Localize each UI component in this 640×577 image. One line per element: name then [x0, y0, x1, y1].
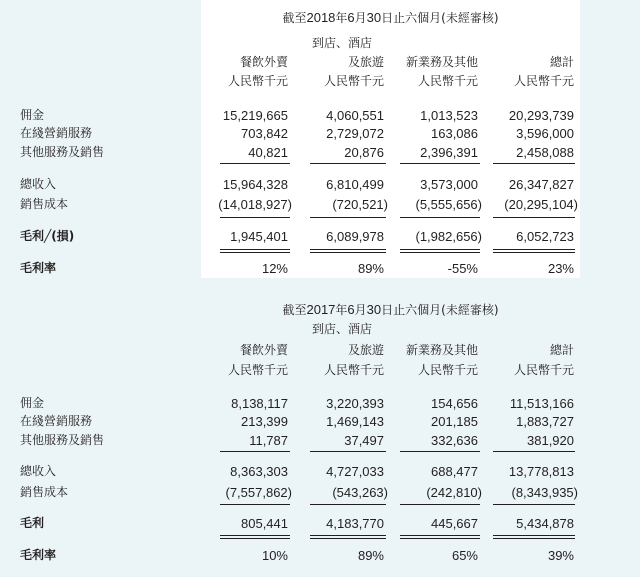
table-cell: (14,018,927) [218, 197, 292, 212]
col-header-instore: 及旅遊 [347, 343, 384, 357]
period-year-suffix: 年 [335, 11, 348, 25]
table-cell: 1,469,143 [326, 414, 384, 429]
table-2018 [0, 0, 640, 285]
period-month-suffix: 月 [354, 303, 367, 317]
total-double-rule [400, 249, 480, 253]
table-cell: 40,821 [248, 145, 288, 160]
period-month: 6 [347, 10, 355, 25]
row-label: 總收入 [20, 177, 57, 191]
period-title-suffix: 日止六個月(未經審核) [381, 303, 499, 317]
table-cell: (5,555,656) [415, 197, 482, 212]
col-header-food: 餐飲外賣 [239, 55, 288, 69]
row-label: 佣金 [20, 396, 45, 410]
row-label: 總收入 [20, 464, 57, 478]
subtotal-rule [493, 451, 575, 452]
subtotal-rule [400, 504, 480, 505]
table-cell: (8,343,935) [511, 485, 578, 500]
period-day: 30 [366, 302, 382, 317]
table-cell: 6,810,499 [326, 177, 384, 192]
period-title-prefix: 截至 [282, 11, 307, 25]
table-cell: 1,945,401 [230, 229, 288, 244]
period-title-suffix: 日止六個月(未經審核) [381, 11, 499, 25]
table-cell: 5,434,878 [516, 516, 574, 531]
row-label: 毛利率 [20, 261, 57, 275]
table-cell: 213,399 [241, 414, 288, 429]
table-cell: 154,656 [431, 396, 478, 411]
table-cell: 15,219,665 [222, 108, 288, 123]
period-day: 30 [366, 10, 382, 25]
col-unit-food: 人民幣千元 [227, 363, 288, 377]
table-cell: 163,086 [431, 126, 478, 141]
subtotal-rule [310, 504, 386, 505]
table-cell: 805,441 [241, 516, 288, 531]
table-cell: 89% [357, 548, 384, 563]
total-double-rule [493, 535, 575, 539]
table-cell: 89% [357, 261, 384, 276]
row-label: 其他服務及銷售 [20, 145, 105, 159]
total-double-rule [220, 535, 290, 539]
col-header-new: 新業務及其他 [405, 55, 478, 69]
period-month: 6 [347, 302, 355, 317]
col-header-total: 總計 [549, 55, 574, 69]
total-double-rule [310, 535, 386, 539]
subtotal-rule [220, 163, 290, 164]
table-cell: 6,052,723 [516, 229, 574, 244]
table-cell: 11,787 [249, 433, 288, 448]
col-header-line1: 到店、酒店 [311, 36, 372, 50]
table-cell: 11,513,166 [509, 396, 574, 411]
table-cell: 8,138,117 [231, 396, 288, 411]
row-label: 毛利率 [20, 548, 57, 562]
row-label: 在綫營銷服務 [20, 414, 93, 428]
subtotal-rule [310, 163, 386, 164]
period-year: 2017 [306, 302, 336, 317]
table-cell: 20,876 [344, 145, 384, 160]
table-cell: (20,295,104) [504, 197, 578, 212]
table-cell: 6,089,978 [326, 229, 384, 244]
total-double-rule [220, 249, 290, 253]
table-cell: 688,477 [431, 464, 478, 479]
subtotal-rule [400, 217, 480, 218]
table-cell: 15,964,328 [222, 177, 288, 192]
period-month-suffix: 月 [354, 11, 367, 25]
row-label: 佣金 [20, 108, 45, 122]
col-unit-food: 人民幣千元 [227, 74, 288, 88]
period-year-suffix: 年 [335, 303, 348, 317]
row-label: 在綫營銷服務 [20, 126, 93, 140]
table-cell: 65% [451, 548, 478, 563]
period-title [201, 302, 580, 318]
subtotal-rule [310, 451, 386, 452]
table-cell: (7,557,862) [225, 485, 292, 500]
row-label: 銷售成本 [20, 197, 69, 211]
subtotal-rule [220, 217, 290, 218]
col-unit-new: 人民幣千元 [417, 74, 478, 88]
col-header-food: 餐飲外賣 [239, 343, 288, 357]
col-header-line1: 到店、酒店 [311, 322, 372, 336]
table-cell: 10% [261, 548, 288, 563]
table-cell: 2,729,072 [326, 126, 384, 141]
col-unit-instore: 人民幣千元 [323, 74, 384, 88]
table-cell: 2,396,391 [420, 145, 478, 160]
table-cell: 445,667 [431, 516, 478, 531]
table-cell: 2,458,088 [516, 145, 574, 160]
col-unit-total: 人民幣千元 [513, 363, 574, 377]
table-2017 [0, 292, 640, 577]
table-cell: 3,596,000 [516, 126, 574, 141]
col-header-new: 新業務及其他 [405, 343, 478, 357]
table-cell: (720,521) [332, 197, 388, 212]
col-header-total: 總計 [549, 343, 574, 357]
table-cell: 4,727,033 [326, 464, 384, 479]
row-label: 毛利 [20, 516, 45, 530]
table-cell: 39% [547, 548, 574, 563]
subtotal-rule [220, 451, 290, 452]
table-cell: (1,982,656) [415, 229, 482, 244]
table-cell: 26,347,827 [508, 177, 574, 192]
col-unit-total: 人民幣千元 [513, 74, 574, 88]
table-cell: 23% [547, 261, 574, 276]
table-cell: (543,263) [332, 485, 388, 500]
table-cell: 13,778,813 [508, 464, 574, 479]
table-cell: 4,060,551 [326, 108, 384, 123]
table-cell: 332,636 [431, 433, 478, 448]
table-cell: -55% [447, 261, 478, 276]
subtotal-rule [493, 217, 575, 218]
subtotal-rule [220, 504, 290, 505]
table-cell: 1,013,523 [420, 108, 478, 123]
period-title-prefix: 截至 [282, 303, 307, 317]
subtotal-rule [310, 217, 386, 218]
subtotal-rule [493, 504, 575, 505]
subtotal-rule [493, 163, 575, 164]
period-title [201, 10, 580, 26]
table-cell: 8,363,303 [230, 464, 288, 479]
table-cell: 703,842 [241, 126, 288, 141]
col-unit-instore: 人民幣千元 [323, 363, 384, 377]
subtotal-rule [400, 451, 480, 452]
table-cell: (242,810) [426, 485, 482, 500]
col-header-instore: 及旅遊 [347, 55, 384, 69]
table-cell: 201,185 [431, 414, 478, 429]
table-cell: 3,573,000 [420, 177, 478, 192]
row-label: 其他服務及銷售 [20, 433, 105, 447]
col-unit-new: 人民幣千元 [417, 363, 478, 377]
total-double-rule [400, 535, 480, 539]
row-label: 毛利╱(損) [20, 229, 75, 243]
table-cell: 12% [261, 261, 288, 276]
row-label: 銷售成本 [20, 485, 69, 499]
table-cell: 1,883,727 [516, 414, 574, 429]
subtotal-rule [400, 163, 480, 164]
table-cell: 381,920 [527, 433, 574, 448]
table-cell: 20,293,739 [508, 108, 574, 123]
table-cell: 3,220,393 [326, 396, 384, 411]
period-year: 2018 [306, 10, 336, 25]
table-cell: 37,497 [344, 433, 384, 448]
total-double-rule [310, 249, 386, 253]
table-cell: 4,183,770 [326, 516, 384, 531]
total-double-rule [493, 249, 575, 253]
